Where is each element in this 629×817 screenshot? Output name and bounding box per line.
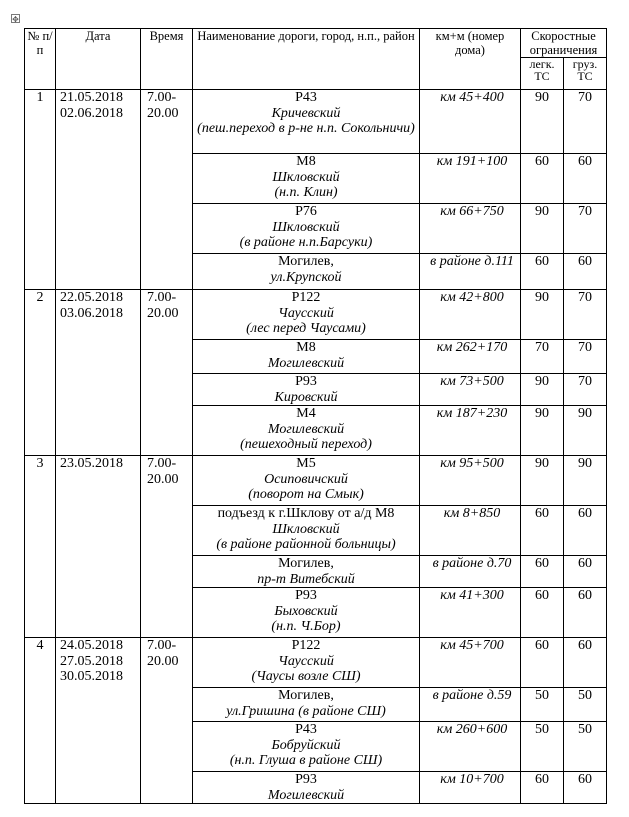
road-cell xyxy=(193,722,420,772)
road-district: Быховский xyxy=(274,603,338,619)
speed-heavy: 60 xyxy=(564,638,607,688)
header-road: Наименование дороги, город, н.п., район xyxy=(193,29,420,90)
time-cell: 7.00-20.00 xyxy=(141,456,193,638)
road-note: (лес перед Чаусами) xyxy=(246,321,366,336)
road-cell xyxy=(193,772,420,804)
date-value: 02.06.2018 xyxy=(60,105,123,121)
speed-light: 90 xyxy=(521,456,564,506)
row-number: 2 xyxy=(25,290,56,456)
speed-heavy: 60 xyxy=(564,254,607,290)
road-name: М8 xyxy=(296,340,316,355)
speed-light: 90 xyxy=(521,406,564,456)
road-note: (пеш.переход в р-не н.п. Сокольничи) xyxy=(197,121,415,136)
road-cell xyxy=(193,406,420,456)
road-note: (н.п. Ч.Бор) xyxy=(271,619,341,634)
date-cell xyxy=(56,290,141,456)
time-cell: 7.00-20.00 xyxy=(141,638,193,804)
km-cell: в районе д.59 xyxy=(420,688,521,722)
road-name: Р122 xyxy=(291,290,321,305)
speed-heavy: 60 xyxy=(564,154,607,204)
road-cell xyxy=(193,290,420,340)
road-cell xyxy=(193,154,420,204)
date-value: 24.05.2018 xyxy=(60,638,123,653)
km-cell: км 66+750 xyxy=(420,204,521,254)
speed-heavy: 50 xyxy=(564,688,607,722)
km-cell: км 45+700 xyxy=(420,638,521,688)
row-number: 1 xyxy=(25,90,56,290)
speed-light: 90 xyxy=(521,290,564,340)
header-heavy: груз. ТС xyxy=(564,58,607,90)
speed-heavy: 90 xyxy=(564,406,607,456)
road-district: Кричевский xyxy=(271,105,341,121)
date-cell xyxy=(56,456,141,638)
speed-heavy: 60 xyxy=(564,556,607,588)
table-header xyxy=(25,29,607,90)
road-district: Могилевский xyxy=(267,355,345,371)
road-name: М5 xyxy=(296,456,316,471)
table-move-handle-icon[interactable]: ✥ xyxy=(12,15,19,24)
speed-light: 90 xyxy=(521,374,564,406)
km-cell: км 260+600 xyxy=(420,722,521,772)
road-cell xyxy=(193,506,420,556)
table-row xyxy=(25,456,607,506)
road-cell xyxy=(193,254,420,290)
road-district: ул.Гришина (в районе СШ) xyxy=(226,703,386,719)
road-name: Р43 xyxy=(295,90,317,105)
time-cell: 7.00-20.00 xyxy=(141,90,193,290)
speed-light: 90 xyxy=(521,90,564,154)
date-cell xyxy=(56,638,141,804)
speed-heavy: 90 xyxy=(564,456,607,506)
km-cell: в районе д.111 xyxy=(420,254,521,290)
date-value: 21.05.2018 xyxy=(60,90,123,105)
km-cell: в районе д.70 xyxy=(420,556,521,588)
table-body xyxy=(25,90,607,804)
km-cell: км 191+100 xyxy=(420,154,521,204)
road-cell xyxy=(193,204,420,254)
road-name: Р93 xyxy=(295,588,317,603)
speed-heavy: 70 xyxy=(564,374,607,406)
header-num: № п/п xyxy=(25,29,56,90)
time-cell: 7.00-20.00 xyxy=(141,290,193,456)
road-district: Могилевский xyxy=(267,787,345,803)
km-cell: км 95+500 xyxy=(420,456,521,506)
km-cell: км 45+400 xyxy=(420,90,521,154)
header-km: км+м (номер дома) xyxy=(420,29,521,90)
road-name: Р122 xyxy=(291,638,321,653)
header-speed: Скоростные ограничения xyxy=(521,29,607,58)
header-time: Время xyxy=(141,29,193,90)
speed-heavy: 70 xyxy=(564,290,607,340)
speed-light: 50 xyxy=(521,688,564,722)
road-name: М4 xyxy=(296,406,316,421)
road-note: (н.п. Клин) xyxy=(274,185,338,200)
road-district: ул.Крупской xyxy=(270,269,342,285)
road-district: пр-т Витебский xyxy=(257,571,355,587)
road-district: Осиповичский xyxy=(264,471,348,487)
date-cell xyxy=(56,90,141,290)
road-note: (Чаусы возле СШ) xyxy=(251,669,361,684)
speed-light: 60 xyxy=(521,638,564,688)
speed-light: 60 xyxy=(521,154,564,204)
road-note: (в районе н.п.Барсуки) xyxy=(239,235,373,250)
km-cell: км 8+850 xyxy=(420,506,521,556)
road-cell xyxy=(193,456,420,506)
km-cell: км 42+800 xyxy=(420,290,521,340)
road-cell xyxy=(193,374,420,406)
date-value: 27.05.2018 xyxy=(60,653,123,669)
speed-light: 70 xyxy=(521,340,564,374)
road-name: Р93 xyxy=(295,374,317,389)
road-cell xyxy=(193,556,420,588)
speed-heavy: 70 xyxy=(564,340,607,374)
speed-heavy: 50 xyxy=(564,722,607,772)
road-cell xyxy=(193,638,420,688)
table-row xyxy=(25,290,607,340)
road-district: Шкловский xyxy=(272,521,340,537)
road-name: подъезд к г.Шклову от а/д М8 xyxy=(217,506,395,521)
date-value: 22.05.2018 xyxy=(60,290,123,305)
speed-control-table xyxy=(24,28,607,804)
road-name: Могилев, xyxy=(278,254,334,269)
date-value: 23.05.2018 xyxy=(60,456,123,471)
road-district: Могилевский xyxy=(267,421,345,437)
speed-heavy: 70 xyxy=(564,204,607,254)
speed-heavy: 60 xyxy=(564,772,607,804)
speed-light: 90 xyxy=(521,204,564,254)
date-value: 30.05.2018 xyxy=(60,669,123,684)
road-cell xyxy=(193,340,420,374)
km-cell: км 73+500 xyxy=(420,374,521,406)
header-light: легк. ТС xyxy=(521,58,564,90)
road-district: Кировский xyxy=(274,389,338,405)
road-note: (пешеходный переход) xyxy=(240,437,372,452)
road-cell xyxy=(193,588,420,638)
road-name: Могилев, xyxy=(278,688,334,703)
road-district: Чаусский xyxy=(278,653,334,669)
road-cell xyxy=(193,90,420,154)
road-district: Бобруйский xyxy=(271,737,341,753)
speed-heavy: 60 xyxy=(564,588,607,638)
speed-light: 60 xyxy=(521,506,564,556)
road-note: (в районе районной больницы) xyxy=(216,537,396,552)
road-district: Чаусский xyxy=(278,305,334,321)
speed-heavy: 60 xyxy=(564,506,607,556)
date-value: 03.06.2018 xyxy=(60,305,123,321)
road-cell xyxy=(193,688,420,722)
km-cell: км 41+300 xyxy=(420,588,521,638)
road-name: М8 xyxy=(296,154,316,169)
road-district: Шкловский xyxy=(272,219,340,235)
road-name: Р93 xyxy=(295,772,317,787)
speed-heavy: 70 xyxy=(564,90,607,154)
km-cell: км 187+230 xyxy=(420,406,521,456)
road-note: (н.п. Глуша в районе СШ) xyxy=(229,753,383,768)
road-note: (поворот на Смык) xyxy=(248,487,364,502)
km-cell: км 10+700 xyxy=(420,772,521,804)
km-cell: км 262+170 xyxy=(420,340,521,374)
road-district: Шкловский xyxy=(272,169,340,185)
table-row xyxy=(25,638,607,688)
table-row xyxy=(25,90,607,154)
speed-light: 60 xyxy=(521,772,564,804)
speed-light: 50 xyxy=(521,722,564,772)
row-number: 4 xyxy=(25,638,56,804)
header-date: Дата xyxy=(56,29,141,90)
road-name: Р43 xyxy=(295,722,317,737)
road-name: Могилев, xyxy=(278,556,334,571)
row-number: 3 xyxy=(25,456,56,638)
speed-light: 60 xyxy=(521,588,564,638)
speed-light: 60 xyxy=(521,254,564,290)
speed-light: 60 xyxy=(521,556,564,588)
road-name: Р76 xyxy=(295,204,317,219)
